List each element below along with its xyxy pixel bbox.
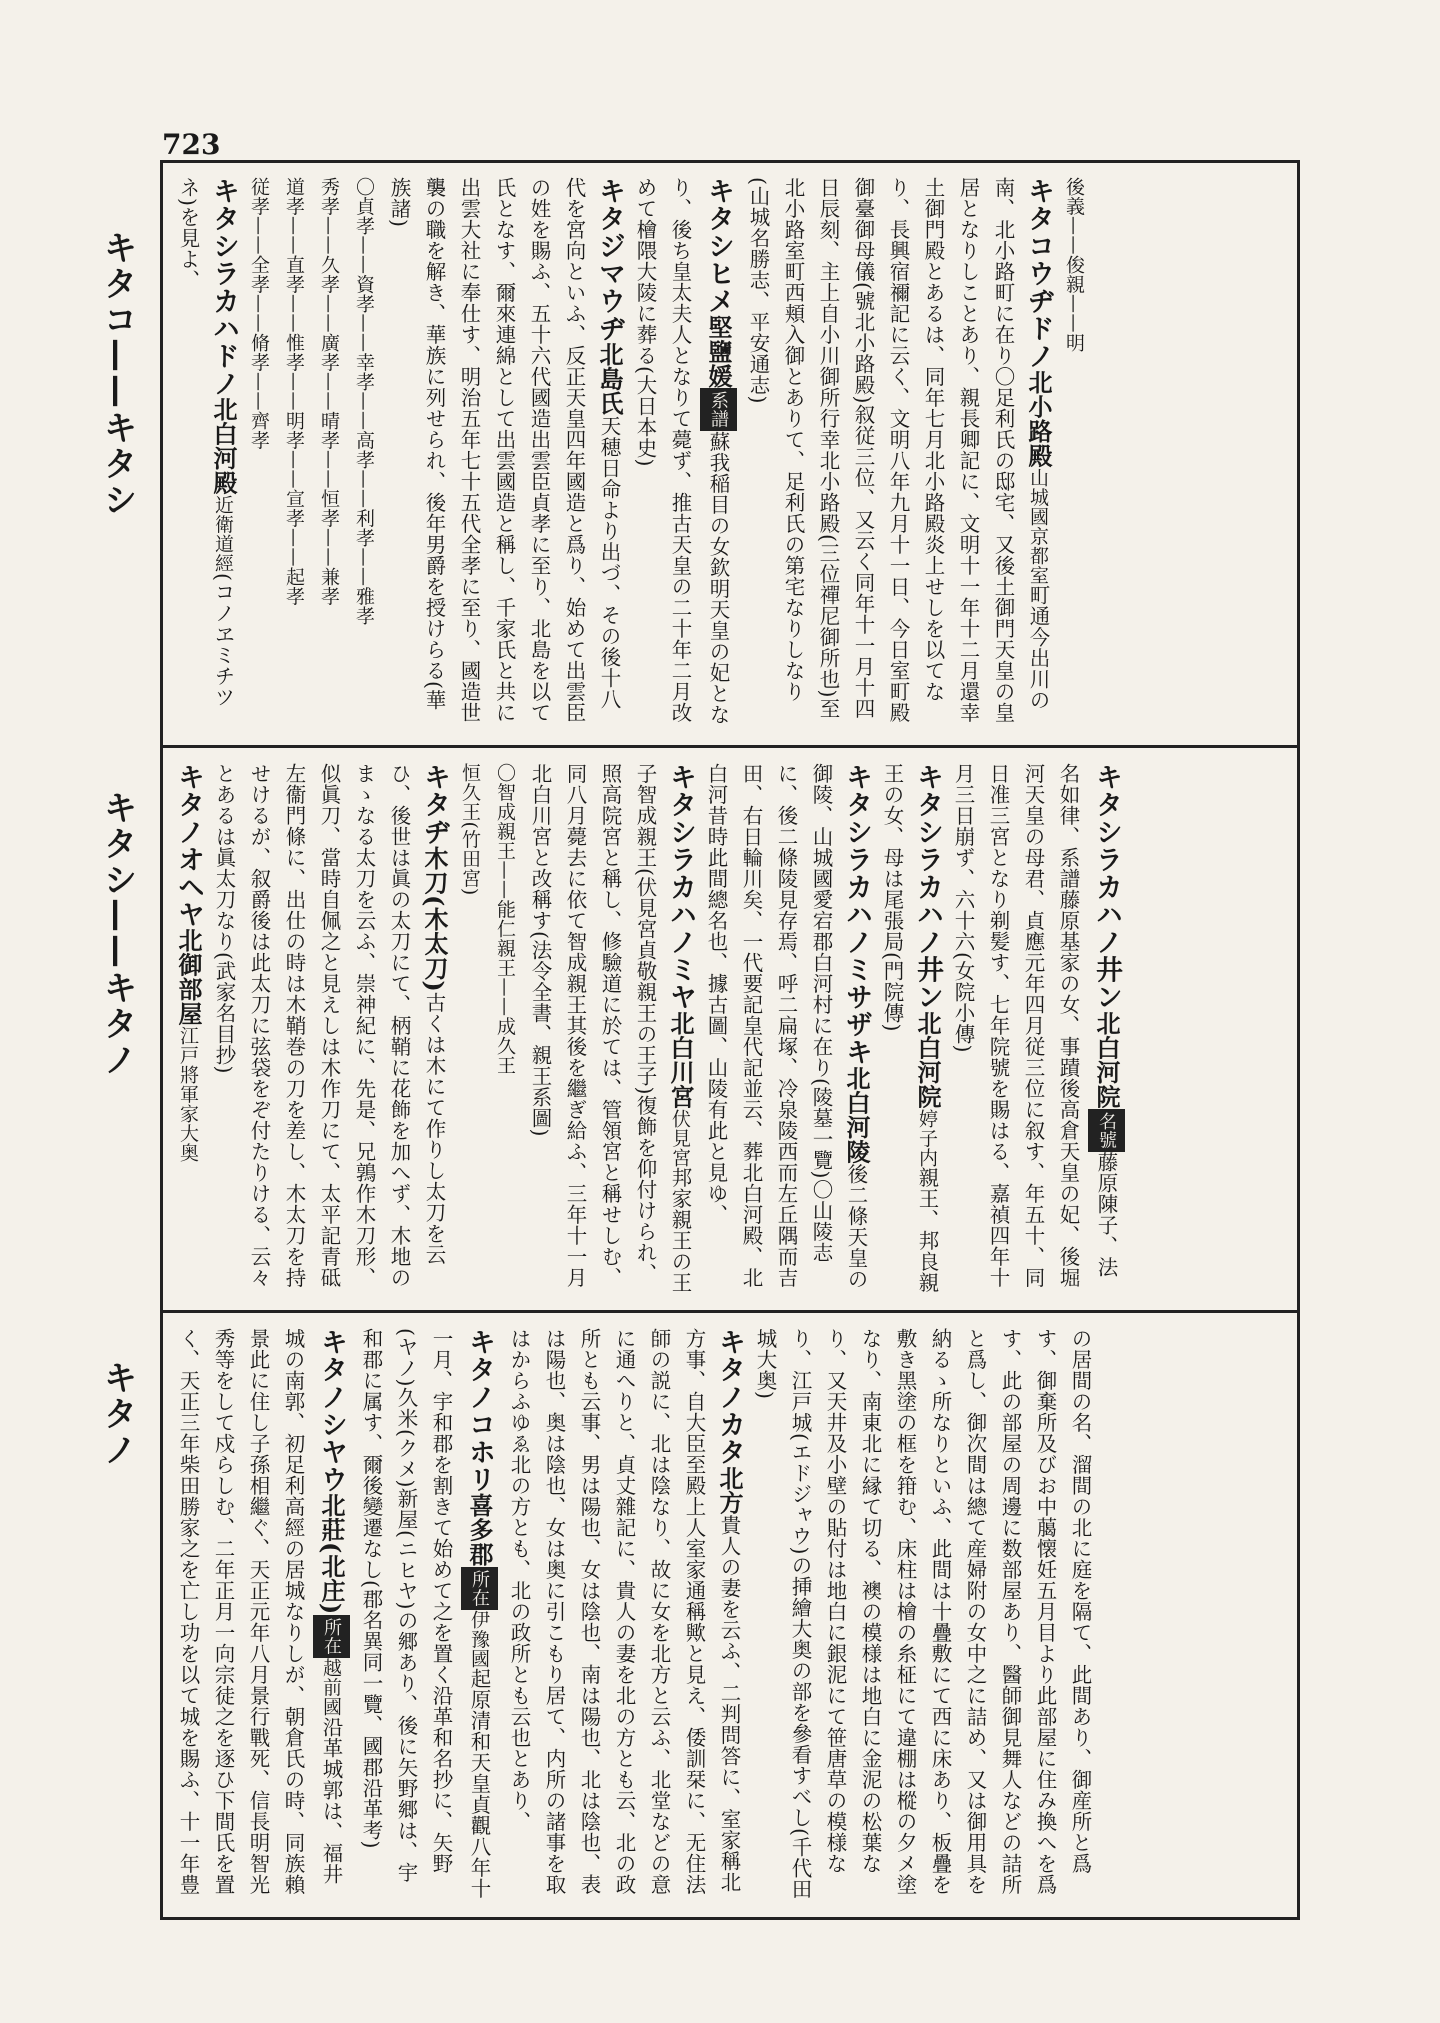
- entry: [501, 1328, 747, 1902]
- entry: [522, 763, 698, 1293]
- band-divider-2: [160, 1310, 1300, 1313]
- entry: [874, 763, 945, 1293]
- entry-text: 藤原陳子、法名如律、系譜藤原基家の女、事蹟後高倉天皇の妃、後堀河天皇の母君、貞應元年四月従三位に叙す、年五十、同日准三宮となり剃髪す、七年院號を賜はる、嘉禎四年十月三日崩ず、六十六(女院小傳): [951, 763, 1118, 1288]
- entry: [353, 1328, 501, 1902]
- entry-text: 天穂日命より出づ、その後十八代を宮向といふ、反正天皇四年國造と爲り、始めて出雲臣の姓を賜ふ、五十六代國造出雲臣貞孝に至り、北島を以て氏となす、爾來連綿として出雲國造と稱し、千家氏と共に出雲大社に奉仕す、明治五年七十五代全孝に至り、國造世襲の職を解き、華族に列せられ、後年男爵を授けらる(華族諸): [387, 177, 621, 723]
- entry-text: 町通今出川の南、北小路町に在り〇足利氏の邸宅、又後土御門天皇の皇居となりしことあり、親長卿記に、文明十一年十二月還幸土御門殿とあるは、同年七月北小路殿炎上せしを以てなり、長興宿禰記に云く、文明八年九月十一日、今日室町殿御臺御母儀(號北小路殿)叙従三位、又云く同年十一月十四日辰刻、主上自小川御所行幸北小路殿(三位禪尼御所也)至北小路室町西頬入御とありて、足利氏の第宅なりしなり(山城名勝志、平安通志): [746, 177, 1050, 723]
- entry-kanji: 喜多郡: [465, 1493, 494, 1567]
- band-divider-1: [160, 745, 1300, 748]
- entry-kanji: 北小路殿: [1024, 369, 1053, 468]
- entry-title: キタシヒメ: [703, 177, 734, 315]
- running-head-3: キタノ: [97, 1360, 137, 1468]
- entry-place: 伊豫國: [468, 1609, 490, 1668]
- entry-place: 江戸將軍家大奥: [177, 1026, 199, 1163]
- entry: [170, 1328, 353, 1902]
- entry-kanji: 北方: [715, 1465, 744, 1515]
- entry-title: キタノコホリ: [464, 1328, 495, 1493]
- entry-tag: 所在: [461, 1567, 498, 1610]
- entry: [747, 1328, 1097, 1902]
- entry-kanji: 北島氏: [595, 342, 624, 416]
- entry-kanji: 北白川宮: [666, 1010, 695, 1109]
- entry: [170, 763, 206, 1293]
- entry-title: キタジマウヂ: [594, 177, 625, 342]
- entry-place: 伏見宮: [669, 1108, 691, 1167]
- entry-title: キタシラカハノ井ン: [912, 763, 943, 1011]
- entry-tag: 所在: [313, 1615, 350, 1658]
- entry: [698, 763, 874, 1293]
- entry-place: 山城國京都室: [1027, 467, 1049, 585]
- genealogy-line: 秀孝——久孝——廣孝——晴孝——恒孝——兼孝: [318, 177, 340, 606]
- band-1: [160, 163, 1300, 743]
- entry-text: の居間の名、溜間の北に庭を隔て、此間あり、御産所と爲す、御棄所及びお中﨟懐妊五月目より此部屋に住み換へを爲す、此の部屋の周邊に数部屋あり、醫師御見舞人などの詰所と爲し、御次間は總て産婦附の女中之に詰め、又は御用具を納るゝ所なりといふ、此間は十疊敷にて西に床あり、板疊を敷き黑塗の框を箝む、床柱は檜の糸柾にて違棚は樅の夕メ塗なり、南東北に縁て切る、襖の模様は地白に金泥の松葉なり、又天井及小壁の貼付は地白に銀泥にて笹唐草の模様なり、江戸城(エドジャウ)の挿繪大奥の部を參看すべし(千代田城大奥): [753, 1328, 1092, 1900]
- entry-place: 婷子内: [916, 1108, 938, 1167]
- entry-kanji: 北白河院: [1092, 1010, 1121, 1109]
- entry: [206, 763, 452, 1293]
- genealogy-line: 従孝——全孝——脩孝——齊孝: [248, 177, 270, 450]
- entry: [381, 177, 627, 729]
- entry-kanji: 北莊(北庄): [317, 1493, 346, 1615]
- band-3-column: [160, 1314, 1107, 1916]
- entry-tag: 名號: [1088, 1109, 1125, 1152]
- genealogy-line: 後義——俊親——明: [1063, 177, 1085, 353]
- genealogy-line: 道孝——直孝——惟孝——明孝——宣孝——起孝: [283, 177, 305, 606]
- entry: [627, 177, 740, 729]
- genealogy-line: 〇智成親王——能仁親王——成久王: [494, 763, 516, 1075]
- entry-kanji: 北白河殿: [209, 397, 238, 495]
- entry: [945, 763, 1128, 1293]
- entry-text: 沿革城郭は、福井城の南郭、初足利高經の居城なりしが、朝倉氏の時、同族賴景此に住し子孫相繼ぐ、天正元年八月景行戰死、信長明智光秀等をして戍らしむ、二年正月一向宗徒之を逐ひ下間氏を置く、天正三年柴田勝家之を亡し功を以て城を賜ふ、十一年豊: [176, 1328, 343, 1895]
- band-3: [160, 1314, 1300, 1916]
- entry-text: 後二條天皇の御陵、山城國愛宕郡白河村に在り(陵墓一覽)〇山陵志に、後二條陵見存焉、呼二扁塚、冷泉陵西而左丘隅而吉田、右日輪川矣、一代要記皇代記並云、葬北白河殿、北白河昔時此間總名也、據古圖、山陵有此と見ゆ、: [704, 763, 868, 1290]
- entry-kanji: 木刀(木太刀): [420, 845, 449, 992]
- band-2: [160, 749, 1300, 1307]
- entry-title: キタノシヤウ: [316, 1328, 347, 1493]
- entry-kanji: 北御部屋: [174, 928, 203, 1026]
- entry-text: 親王、邦良親王の女、母は尾張局(門院傳): [880, 763, 939, 1293]
- genealogy-line: 恒久王(竹田宮): [459, 763, 481, 896]
- entry-kanji: 堅鹽媛: [704, 314, 733, 388]
- entry-place: 越前國: [320, 1657, 342, 1717]
- entry-text: (コノヱミチツネ)を見よ、: [176, 177, 235, 708]
- band-1-column: [160, 163, 1101, 743]
- entry-title: キタノカタ: [714, 1328, 745, 1466]
- entry: [170, 177, 241, 729]
- entry-title: キタノオヘヤ: [173, 763, 204, 928]
- entry-title: キタヂ: [419, 763, 450, 846]
- running-head-1: キタコ——キタシ: [97, 230, 137, 518]
- entry-text: 貴人の妻を云ふ、二判問答に、室家稱北方事、自大臣至殿上人室家通稱歟と見え、倭訓栞に、无住法師の説に、北は陰なり、故に女を北方と云ふ、北堂などの意に通へりと、貞丈雜記に、貴人の妻を北の方とも云、北の政所とも云事、男は陽也、女は陰也、南は陽也、北は陰也、表は陽也、奥は陰也、女は奥に引こもり居て、内所の諸事を取はからふゆゑ北の方とも、北の政所とも云也とあり、: [507, 1328, 741, 1895]
- entry-title: キタシラカハノミサザキ: [841, 763, 872, 1066]
- entry-title: キタシラカハドノ: [208, 177, 239, 397]
- entry-text: 古くは木にて作りし太刀を云ひ、後世は眞の太刀にて、柄鞘に花飾を加へず、木地のまゝなる太刀を云ふ、崇神紀に、先是、兄鶉作木刀形、似眞刀、當時自佩之と見えしは木作刀にて、太平記青砥左衞門條に、出仕の時は木鞘巻の刀を差し、木太刀を持せけるが、叙爵後は此太刀に弦袋をぞ付たりける、云々とあるは眞太刀なり(武家名目抄): [212, 763, 446, 1288]
- band-2-column: [160, 749, 1138, 1307]
- entry-title: キタシラカハノ井ン: [1091, 763, 1122, 1011]
- entry-text: 蘇我稲目の女欽明天皇の妃となり、後ち皇太夫人となりて薨ず、推古天皇の二十年二月改めて檜隈大陵に葬る(大日本史): [633, 177, 730, 725]
- page-number: 723: [162, 128, 221, 161]
- entry-text: 邦家親王の王子智成親王(伏見宮貞敬親王の王子)復飾を仰付けられ、照高院宮と稱し、修驗道に於ては、管領宮と稱せしむ、同八月薨去に依て智成親王其後を繼ぎ給ふ、三年十一月北白川宮と改稱す(法令全書、親王系圖): [528, 763, 692, 1293]
- entry: [740, 177, 1056, 729]
- entry-text: 起原清和天皇貞觀八年十一月、宇和郡を割きて始めて之を置く沿革和名抄に、矢野(ヤノ)久米(クメ)新屋(ニヒヤ)の郷あり、後に矢野郷は、宇和郡に属す、爾後變遷なし(郡名異同一覽、國郡沿革考): [359, 1328, 491, 1899]
- entry-kanji: 北白河陵: [842, 1065, 871, 1164]
- entry-title: キタシラカハノミヤ: [665, 763, 696, 1011]
- entry-place: 近衛道經: [212, 495, 234, 573]
- genealogy-line: 〇貞孝——資孝——幸孝——高孝——利孝——雅孝: [353, 177, 375, 626]
- running-head-2: キタシ——キタノ: [97, 790, 137, 1078]
- entry-title: キタコウヂドノ: [1023, 177, 1054, 370]
- entry-kanji: 北白河院: [913, 1010, 942, 1109]
- entry-tag: 系譜: [700, 388, 737, 431]
